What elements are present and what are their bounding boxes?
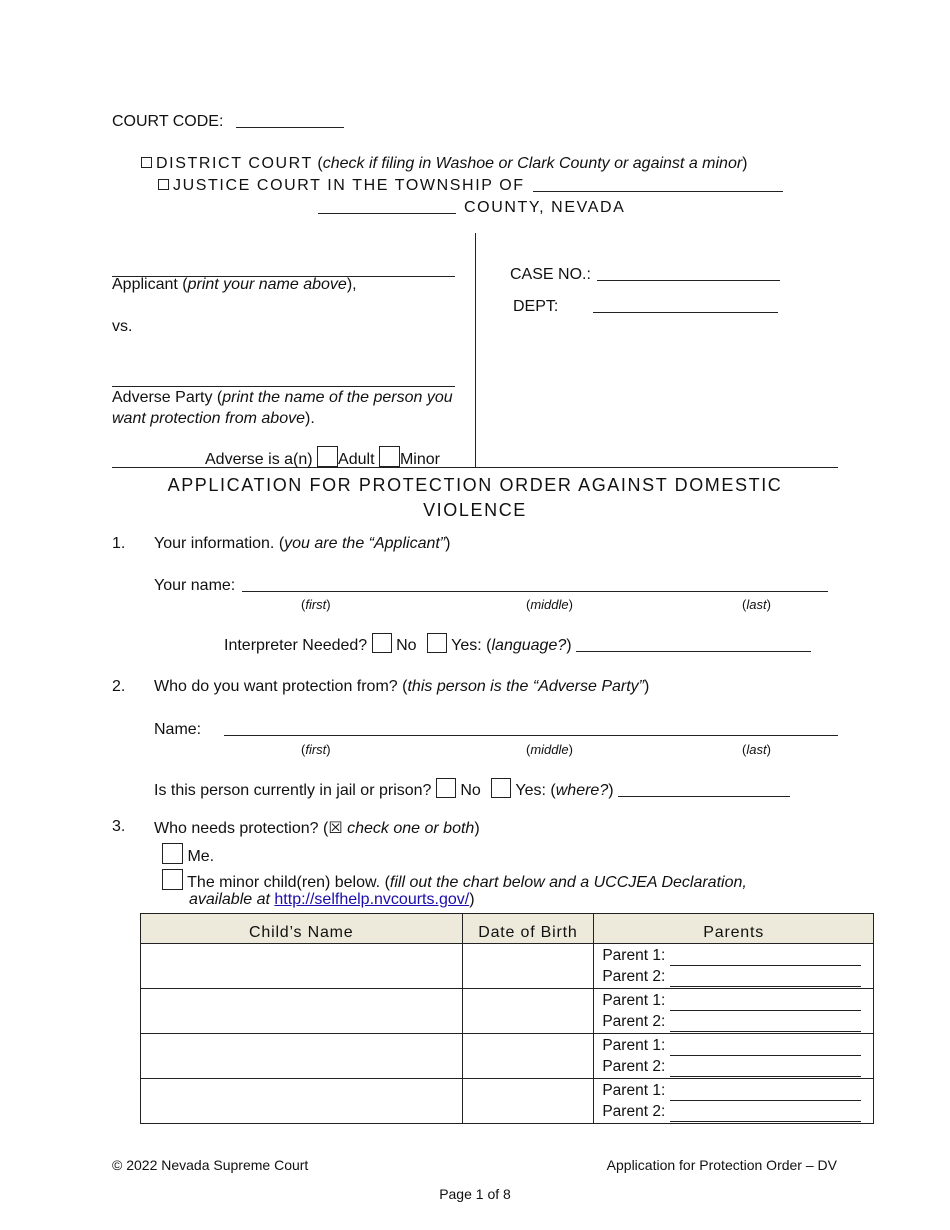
section2-heading: Who do you want protection from? (this person is the “Adverse Party”) (154, 678, 650, 695)
parent2-field[interactable] (670, 973, 861, 987)
interpreter-row: Interpreter Needed? No Yes: (language?) (224, 633, 811, 655)
children-table (140, 913, 874, 1124)
interpreter-yes-checkbox[interactable] (427, 633, 447, 653)
child-name-cell[interactable] (141, 989, 463, 1034)
department-field[interactable] (593, 298, 778, 313)
children-note-cont: available at http://selfhelp.nvcourts.gov/) (189, 891, 475, 908)
table-row (141, 1034, 874, 1079)
parent1-line: Parent 1: (602, 945, 861, 966)
first-caption: (first) (301, 597, 331, 612)
parent2-field[interactable] (670, 1063, 861, 1077)
table-header-row (141, 914, 874, 944)
last-caption: (last) (742, 597, 771, 612)
child-name-cell[interactable] (141, 944, 463, 989)
section2-number: 2. (112, 678, 126, 695)
applicant-label: Applicant (print your name above), (112, 276, 357, 293)
table-row (141, 1079, 874, 1124)
parent1-field[interactable] (670, 1042, 861, 1056)
adverse-name-field[interactable] (112, 372, 455, 387)
adverse-full-name: Name: (154, 721, 838, 739)
department: DEPT: (513, 298, 778, 316)
parents-cell (594, 1034, 874, 1079)
court-code-field[interactable] (236, 113, 344, 128)
versus: vs. (112, 318, 133, 335)
dob-cell[interactable] (462, 944, 594, 989)
section3-heading: Who needs protection? (☒ check one or both) (154, 820, 480, 837)
parents-cell (594, 944, 874, 989)
adverse-label: Adverse Party (print the name of the person you (112, 389, 453, 406)
table-row (141, 944, 874, 989)
protect-me-option: Me. (162, 843, 214, 866)
parent1-line: Parent 1: (602, 1080, 861, 1101)
parent1-field[interactable] (670, 1087, 861, 1101)
child-name-cell[interactable] (141, 1034, 463, 1079)
parent2-line: Parent 2: (602, 1011, 861, 1032)
township-field[interactable] (533, 177, 783, 192)
county-line: COUNTY, NEVADA (318, 199, 625, 217)
jail-location-field[interactable] (618, 782, 790, 797)
district-court-checkbox[interactable] (141, 157, 152, 168)
checked-box-icon: ☒ (328, 820, 343, 837)
parent2-line: Parent 2: (602, 966, 861, 987)
adverse-full-name-field[interactable] (224, 721, 838, 736)
applicant-full-name-field[interactable] (242, 577, 828, 592)
dob-cell[interactable] (462, 1034, 594, 1079)
jail-row: Is this person currently in jail or prison? No Yes: (where?) (154, 778, 790, 800)
dob-cell[interactable] (462, 1079, 594, 1124)
jail-no-checkbox[interactable] (436, 778, 456, 798)
copyright: © 2022 Nevada Supreme Court (112, 1157, 309, 1173)
section1-heading: Your information. (you are the “Applicant”) (154, 535, 451, 552)
protect-children-option: The minor child(ren) below. (fill out the chart below and a UCCJEA Declaration, (162, 869, 747, 892)
protect-children-checkbox[interactable] (162, 869, 183, 890)
court-code: COURT CODE: (112, 113, 344, 131)
justice-court-option: JUSTICE COURT IN THE TOWNSHIP OF (158, 177, 783, 195)
parent2-line: Parent 2: (602, 1101, 861, 1122)
form-title-line1: APPLICATION FOR PROTECTION ORDER AGAINST DOMESTIC (167, 475, 783, 495)
parent1-field[interactable] (670, 952, 861, 966)
justice-court-checkbox[interactable] (158, 179, 169, 190)
protect-me-checkbox[interactable] (162, 843, 183, 864)
applicant-name-field[interactable] (112, 262, 455, 277)
interpreter-no-checkbox[interactable] (372, 633, 392, 653)
minor-checkbox[interactable] (379, 446, 400, 467)
parent1-field[interactable] (670, 997, 861, 1011)
adverse-label-cont: want protection from above). (112, 410, 315, 427)
section3-number: 3. (112, 818, 126, 835)
child-name-cell[interactable] (141, 1079, 463, 1124)
middle-caption: (middle) (526, 597, 573, 612)
applicant-full-name: Your name: (154, 577, 828, 595)
parent2-field[interactable] (670, 1018, 861, 1032)
parent2-field[interactable] (670, 1108, 861, 1122)
jail-yes-checkbox[interactable] (491, 778, 511, 798)
last-caption: (last) (742, 742, 771, 757)
parent2-line: Parent 2: (602, 1056, 861, 1077)
child-name-header: Child’s Name (141, 914, 463, 944)
interpreter-language-field[interactable] (576, 637, 811, 652)
case-number: CASE NO.: (510, 266, 780, 284)
first-caption: (first) (301, 742, 331, 757)
district-court-option: DISTRICT COURT (check if filing in Washoe or Clark County or against a minor) (141, 155, 748, 173)
adverse-age-row: Adverse is a(n) Adult Minor (205, 446, 440, 469)
case-number-field[interactable] (597, 266, 780, 281)
parents-cell (594, 1079, 874, 1124)
form-title-line2: VIOLENCE (423, 500, 527, 520)
parents-header: Parents (594, 914, 874, 944)
middle-caption: (middle) (526, 742, 573, 757)
caption-divider (475, 233, 476, 468)
selfhelp-link[interactable]: http://selfhelp.nvcourts.gov/ (274, 891, 470, 908)
county-field[interactable] (318, 199, 456, 214)
parent1-line: Parent 1: (602, 990, 861, 1011)
footer-form-title: Application for Protection Order – DV (606, 1157, 837, 1173)
parents-cell (594, 989, 874, 1034)
adult-checkbox[interactable] (317, 446, 338, 467)
table-row (141, 989, 874, 1034)
dob-header: Date of Birth (462, 914, 594, 944)
section1-number: 1. (112, 535, 126, 552)
page-number: Page 1 of 8 (439, 1186, 511, 1202)
parent1-line: Parent 1: (602, 1035, 861, 1056)
dob-cell[interactable] (462, 989, 594, 1034)
